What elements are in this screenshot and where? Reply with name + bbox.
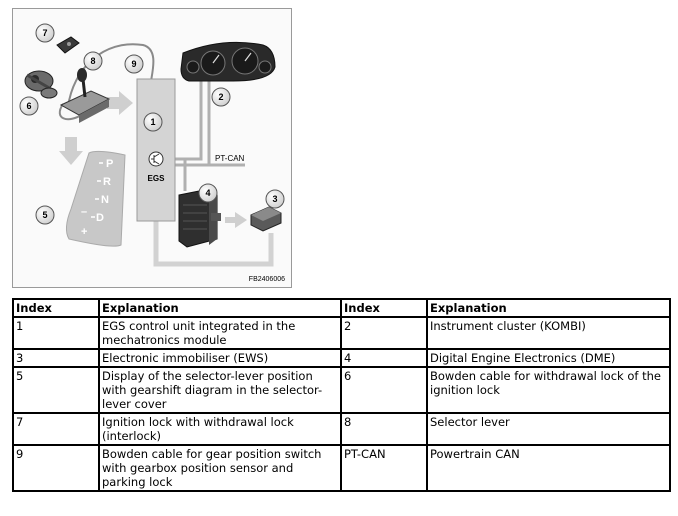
gear-p: P — [106, 158, 114, 170]
cell-index: 7 — [13, 413, 99, 445]
pt-can-label: PT-CAN — [215, 154, 245, 163]
immobiliser-unit — [251, 207, 281, 231]
system-diagram — [12, 8, 292, 288]
callout-3-label: 3 — [272, 194, 278, 204]
cell-explanation: Digital Engine Electronics (DME) — [427, 349, 670, 367]
selector-lever — [61, 68, 109, 123]
cell-index: 2 — [341, 317, 427, 349]
cell-index: 8 — [341, 413, 427, 445]
header-explanation-1: Explanation — [99, 299, 341, 317]
cell-explanation: EGS control unit integrated in the mechatronics module — [99, 317, 341, 349]
legend-header-row — [13, 299, 670, 317]
gear-r: R — [103, 176, 111, 188]
egs-control-unit — [137, 79, 175, 221]
gear-minus: – — [81, 206, 88, 218]
callout-1-label: 1 — [150, 117, 156, 127]
callout-6-label: 6 — [26, 101, 32, 111]
table-row — [13, 367, 670, 413]
cell-explanation: Display of the selector-lever position with gearshift diagram in the selector-lever cover — [99, 367, 341, 413]
cell-explanation: Ignition lock with withdrawal lock (interlock) — [99, 413, 341, 445]
arrow-to-immobiliser — [225, 212, 247, 228]
transistor-icon — [149, 152, 163, 166]
ignition-lock — [25, 71, 57, 98]
callout-9-label: 9 — [131, 59, 137, 69]
arrow-to-display — [59, 137, 83, 165]
table-row — [13, 413, 670, 445]
callout-2-label: 2 — [218, 92, 224, 102]
cell-index: 1 — [13, 317, 99, 349]
bus-line-to-cluster-2 — [175, 79, 209, 165]
bus-line-to-cluster — [175, 79, 201, 159]
instrument-cluster — [181, 42, 275, 81]
callout-4-label: 4 — [205, 188, 211, 198]
callout-7-label: 7 — [42, 28, 48, 38]
legend-table — [12, 298, 671, 492]
cell-index: 4 — [341, 349, 427, 367]
header-explanation-2: Explanation — [427, 299, 670, 317]
cell-explanation: Powertrain CAN — [427, 445, 670, 491]
cell-index: 9 — [13, 445, 99, 491]
header-index-1: Index — [13, 299, 99, 317]
gear-n: N — [101, 194, 109, 206]
callout-5-label: 5 — [42, 210, 48, 220]
gearshift-display — [66, 151, 125, 246]
cell-explanation: Instrument cluster (KOMBI) — [427, 317, 670, 349]
table-row — [13, 445, 670, 491]
gear-d: D — [96, 212, 104, 224]
ecu-label: EGS — [147, 174, 165, 183]
cell-index: PT-CAN — [341, 445, 427, 491]
cell-index: 3 — [13, 349, 99, 367]
cell-explanation: Bowden cable for withdrawal lock of the ignition lock — [427, 367, 670, 413]
header-index-2: Index — [341, 299, 427, 317]
table-row — [13, 349, 670, 367]
figure-code: FB2406006 — [248, 276, 285, 283]
cell-explanation: Bowden cable for gear position switch with gearbox position sensor and parking lock — [99, 445, 341, 491]
callout-8-label: 8 — [90, 56, 96, 66]
cell-index: 6 — [341, 367, 427, 413]
cell-index: 5 — [13, 367, 99, 413]
cell-explanation: Electronic immobiliser (EWS) — [99, 349, 341, 367]
key-fob — [57, 37, 79, 53]
gear-plus: + — [81, 226, 88, 238]
table-row — [13, 317, 670, 349]
diagram-svg — [13, 9, 291, 287]
arrow-to-egs — [107, 91, 133, 115]
cell-explanation: Selector lever — [427, 413, 670, 445]
